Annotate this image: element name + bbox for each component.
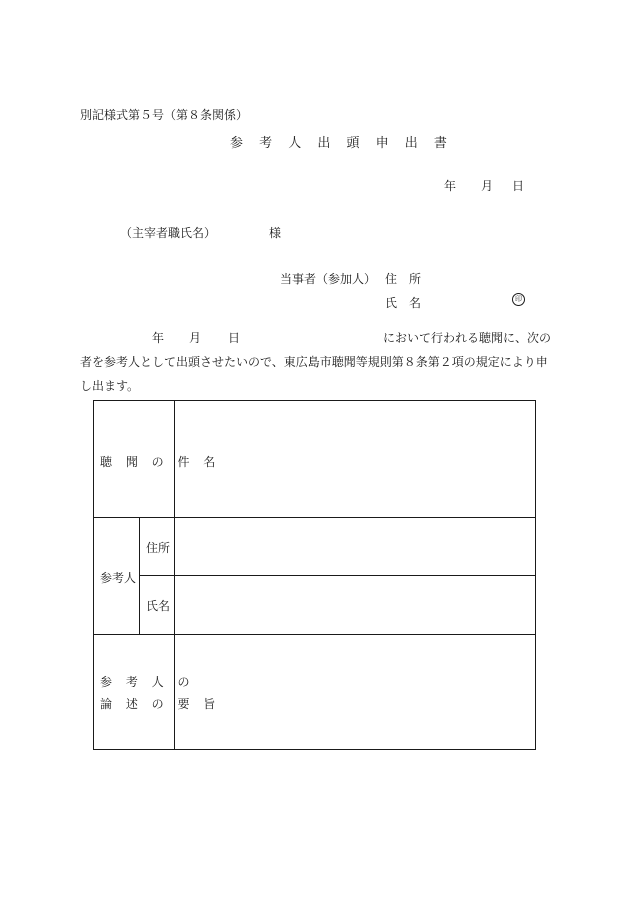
- party-label: 当事者（参加人）: [280, 272, 377, 286]
- applicant-name-label: 氏 名: [385, 296, 422, 310]
- summary-label-line2: 論 述 の 要 旨: [100, 697, 221, 711]
- witness-table: [93, 400, 536, 750]
- witness-name-label: 氏名: [146, 599, 171, 613]
- case-name-label: 聴 聞 の 件 名: [100, 455, 221, 469]
- summary-label-line1: 参 考 人 の: [100, 675, 195, 689]
- body-year-label: 年: [152, 331, 165, 345]
- body-text-line3: し出ます。: [80, 379, 140, 393]
- summary-field[interactable]: [176, 635, 534, 748]
- body-month-label: 月: [189, 331, 202, 345]
- document-title: 参 考 人 出 頭 申 出 書: [230, 136, 453, 151]
- applicant-address-label: 住 所: [385, 272, 422, 286]
- date-month-label: 月: [481, 179, 494, 193]
- witness-name-field[interactable]: [176, 576, 534, 633]
- witness-address-field[interactable]: [176, 518, 534, 574]
- body-date: [152, 329, 240, 346]
- date-year-label: 年: [444, 179, 457, 193]
- witness-label: 参考人: [100, 571, 137, 585]
- body-text-line1: において行われる聴聞に、次の: [383, 331, 552, 345]
- case-name-field[interactable]: [176, 402, 534, 516]
- addressee-label: （主宰者職氏名）: [120, 226, 217, 240]
- date-day-label: 日: [512, 179, 525, 193]
- witness-address-label: 住所: [146, 541, 171, 555]
- seal-icon: 印: [512, 293, 525, 306]
- body-text-line2: 者を参考人として出頭させたいので、東広島市聴聞等規則第８条第２項の規定により申: [80, 355, 548, 369]
- body-day-label: 日: [228, 331, 241, 345]
- date-line: [444, 177, 524, 194]
- form-number: 別記様式第５号（第８条関係）: [80, 108, 249, 122]
- addressee-honorific: 様: [269, 226, 282, 240]
